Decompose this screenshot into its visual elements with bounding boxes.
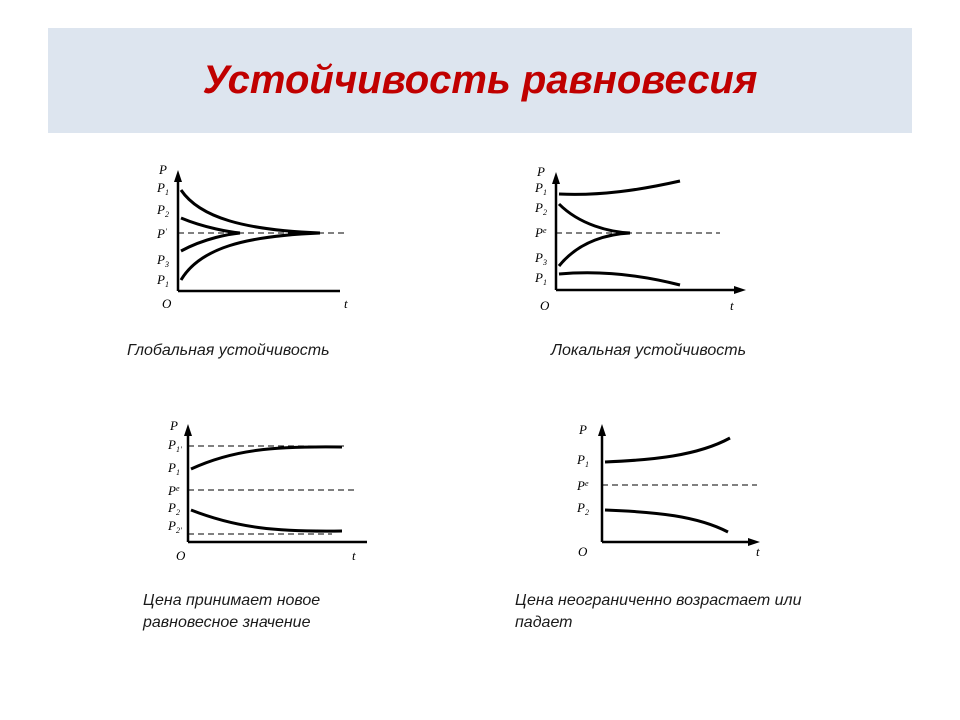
y-label-3: $P^e$ [535,225,547,240]
x-axis-label: t [352,548,356,563]
caption-new-equilibrium: Цена принимает новое равновесное значение [143,592,321,631]
title-band [48,28,912,133]
y-label-1: $P_{1'}$ [168,437,182,454]
y-axis-label: P [159,162,167,177]
origin-label: O [540,298,550,313]
y-axis-arrow [552,172,560,184]
curve-rising [605,438,730,462]
origin-label: O [578,544,588,559]
curve-from-p3 [559,233,630,266]
y-axis-arrow [174,170,182,182]
y-label-5: $P_{2'}$ [168,518,182,535]
y-label-3: $P^e$ [168,483,180,498]
y-axis-arrow [598,424,606,436]
y-axis-label: P [579,422,587,437]
curve-falling [191,510,342,531]
y-axis-arrow [184,424,192,436]
y-label-2: $P_2$ [535,200,547,217]
y-label-2: $P_1$ [168,460,180,477]
graph-local-stability [530,160,750,320]
y-label-5: $P_1$ [535,270,547,287]
y-label-3: $P_2$ [577,500,589,517]
y-label-2: $P^e$ [577,478,589,493]
x-axis-label: t [756,544,760,559]
graph-global-stability [150,158,370,318]
caption-global-stability: Глобальная устойчивость [127,342,330,359]
y-label-1: $P_1$ [157,180,169,197]
y-label-2: $P_2$ [157,202,169,219]
y-axis-label: P [170,418,178,433]
y-label-4: $P_3$ [157,252,169,269]
y-label-1: $P_1$ [535,180,547,197]
y-label-4: $P_3$ [535,250,547,267]
y-label-4: $P_2$ [168,500,180,517]
curve-falling [605,510,728,532]
x-axis-label: t [344,296,348,311]
curve-from-p3 [181,233,240,251]
y-axis-label: P [537,164,545,179]
curve-diverging-up [559,181,680,194]
curve-from-p2 [559,204,630,233]
curve-rising [191,447,342,469]
y-label-5: $P_1$ [157,272,169,289]
y-label-1: $P_1$ [577,452,589,469]
page-title: Устойчивость равновесия [202,58,758,102]
y-label-3: P' [157,226,167,241]
graph-new-equilibrium [162,412,382,572]
x-axis-label: t [730,298,734,313]
origin-label: O [176,548,186,563]
caption-unbounded-change: Цена неограниченно возрастает или падает [515,592,802,631]
graph-unbounded-change [572,412,792,572]
origin-label: O [162,296,172,311]
x-axis-arrow [734,286,746,294]
curve-diverging-down [559,273,680,285]
caption-local-stability: Локальная устойчивость [551,342,747,359]
